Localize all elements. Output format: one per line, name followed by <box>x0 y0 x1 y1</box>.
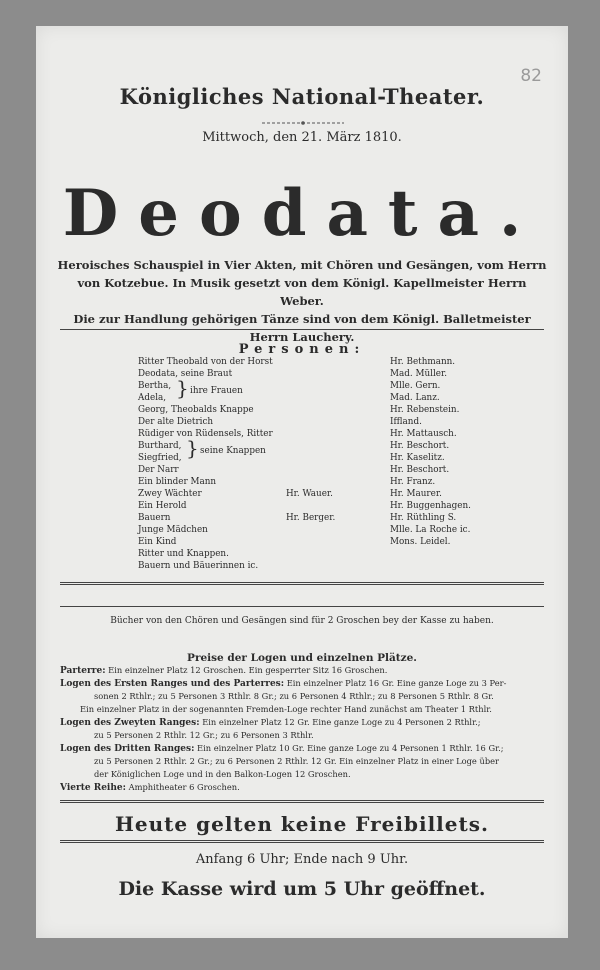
play-title: Deodata. <box>62 176 542 251</box>
brace-label-knappen: seine Knappen <box>200 446 266 456</box>
cast-role: Ein Herold <box>138 501 187 511</box>
cast-actor: Iffland. <box>390 417 422 427</box>
price-line <box>60 742 548 755</box>
price-text: Ein einzelner Platz 12 Groschen. Ein gesperrter Sitz 16 Groschen. <box>108 665 388 675</box>
divider-rule <box>60 582 544 585</box>
cast-role: Ein blinder Mann <box>138 477 217 487</box>
cast-role: Bauern <box>138 513 171 523</box>
price-text: sonen 2 Rthlr.; zu 5 Personen 3 Rthlr. 8 Gr.; zu 6 Personen 4 Rthlr.; zu 8 Personen 5 Rthlr. 8 Gr. <box>94 691 494 701</box>
price-line <box>60 755 548 768</box>
brace-knappen: } <box>186 436 199 460</box>
divider-rule <box>60 800 544 803</box>
brace-label-frauen: ihre Frauen <box>190 386 243 396</box>
cast-row <box>138 368 528 380</box>
cast-actor: Hr. Kaselitz. <box>390 453 445 463</box>
price-line <box>60 677 548 690</box>
cast-row <box>138 476 528 488</box>
price-label: Parterre: <box>60 666 106 676</box>
price-text: der Königlichen Loge und in den Balkon-Logen 12 Groschen. <box>94 769 351 779</box>
cast-actor: Mad. Lanz. <box>390 393 440 403</box>
prices-heading: Preise der Logen und einzelnen Plätze. <box>187 652 417 664</box>
cast-mid: Hr. Berger. <box>286 513 336 523</box>
cast-role: Der Narr <box>138 465 179 475</box>
price-label: Vierte Reihe: <box>60 783 126 793</box>
cast-row <box>138 536 528 548</box>
price-line <box>60 781 548 794</box>
cast-row <box>138 524 528 536</box>
cast-actor: Mlle. Gern. <box>390 381 441 391</box>
description-line: Heroisches Schauspiel in Vier Akten, mit Chören und Gesängen, vom Herrn <box>57 258 547 272</box>
cast-row <box>138 356 528 368</box>
price-line <box>60 690 548 703</box>
cast-actor: Hr. Rebenstein. <box>390 405 460 415</box>
cast-actor: Hr. Franz. <box>390 477 436 487</box>
price-label: Logen des Zweyten Ranges: <box>60 718 200 728</box>
cast-row <box>138 512 528 524</box>
price-line <box>60 664 548 677</box>
cast-actor: Hr. Mattausch. <box>390 429 457 439</box>
cast-row <box>138 404 528 416</box>
cast-role: Deodata, seine Braut <box>138 369 233 379</box>
cast-row <box>138 416 528 428</box>
start-end-time: Anfang 6 Uhr; Ende nach 9 Uhr. <box>195 852 409 867</box>
pencil-annotation: 82 <box>520 66 542 86</box>
cast-role: Ritter Theobald von der Horst <box>138 357 273 367</box>
cast-actor: Mlle. La Roche ic. <box>390 525 471 535</box>
cast-role: Ritter und Knappen. <box>138 549 229 559</box>
divider-rule <box>60 329 544 330</box>
description-line: Herrn Lauchery. <box>249 330 355 344</box>
price-label: Logen des Ersten Ranges und des Parterres: <box>60 679 285 689</box>
price-line <box>60 703 548 716</box>
price-list <box>60 664 548 794</box>
cast-actor: Hr. Rüthling S. <box>390 513 457 523</box>
theater-name: Königliches National-Theater. <box>119 84 485 109</box>
description-line: Die zur Handlung gehörigen Tänze sind von dem Königl. Balletmeister <box>73 312 531 326</box>
cast-actor: Mad. Müller. <box>390 369 448 379</box>
cast-actor: Hr. Beschort. <box>390 465 450 475</box>
cast-mid: Hr. Wauer. <box>286 489 333 499</box>
cast-row <box>138 500 528 512</box>
price-text: zu 5 Personen 2 Rthlr. 12 Gr.; zu 6 Personen 3 Rthlr. <box>94 730 314 740</box>
books-note: Bücher von den Chören und Gesängen sind für 2 Groschen bey der Kasse zu haben. <box>110 616 494 626</box>
cast-role: Burthard, <box>138 441 182 451</box>
cast-role: Bauern und Bäuerinnen ic. <box>138 561 259 571</box>
divider-rule <box>60 606 544 607</box>
cast-actor: Mons. Leidel. <box>390 537 451 547</box>
cast-role: Bertha, <box>138 381 172 391</box>
playbill-sheet <box>36 26 568 938</box>
cast-role: Der alte Dietrich <box>138 417 214 427</box>
price-line <box>60 716 548 729</box>
cast-role: Siegfried, <box>138 453 182 463</box>
cast-role: Ein Kind <box>138 537 177 547</box>
price-line <box>60 768 548 781</box>
price-line <box>60 729 548 742</box>
cast-actor: Hr. Bethmann. <box>390 357 456 367</box>
cast-role: Adela, <box>138 393 167 403</box>
cast-role: Zwey Wächter <box>138 489 202 499</box>
cast-actor: Hr. Maurer. <box>390 489 442 499</box>
brace-frauen: } <box>176 376 189 400</box>
persons-heading: Personen: <box>238 342 366 357</box>
cast-actor: Hr. Beschort. <box>390 441 450 451</box>
cashbox-notice: Die Kasse wird um 5 Uhr geöffnet. <box>118 878 486 900</box>
price-text: Ein einzelner Platz 16 Gr. Eine ganze Loge zu 3 Per- <box>286 678 507 688</box>
cast-row <box>138 488 528 500</box>
cast-role: Georg, Theobalds Knappe <box>138 405 254 415</box>
price-label: Logen des Dritten Ranges: <box>60 744 195 754</box>
price-text: zu 5 Personen 2 Rthlr. 2 Gr.; zu 6 Personen 2 Rthlr. 12 Gr. Ein einzelner Platz in einer Loge über <box>94 756 500 766</box>
free-tickets-notice: Heute gelten keine Freibillets. <box>115 812 489 836</box>
cast-role: Junge Mädchen <box>138 525 208 535</box>
description-line: von Kotzebue. In Musik gesetzt von dem Königl. Kapellmeister Herrn Weber. <box>77 276 527 308</box>
cast-row <box>138 548 528 560</box>
price-text: Ein einzelner Platz 12 Gr. Eine ganze Loge zu 4 Personen 2 Rthlr.; <box>202 717 481 727</box>
play-description <box>56 256 548 346</box>
cast-role: Rüdiger von Rüdensels, Ritter <box>138 429 273 439</box>
price-text: Amphitheater 6 Groschen. <box>128 782 240 792</box>
price-text: Ein einzelner Platz 10 Gr. Eine ganze Loge zu 4 Personen 1 Rthlr. 16 Gr.; <box>197 743 504 753</box>
cast-actor: Hr. Buggenhagen. <box>390 501 471 511</box>
cast-row <box>138 464 528 476</box>
price-text: Ein einzelner Platz in der sogenannten Fremden-Loge rechter Hand zunächst am Theater 1 Rthlr. <box>80 704 492 714</box>
cast-row <box>138 560 528 572</box>
ornament-divider <box>262 119 344 127</box>
performance-date: Mittwoch, den 21. März 1810. <box>202 130 402 145</box>
divider-rule <box>60 840 544 843</box>
